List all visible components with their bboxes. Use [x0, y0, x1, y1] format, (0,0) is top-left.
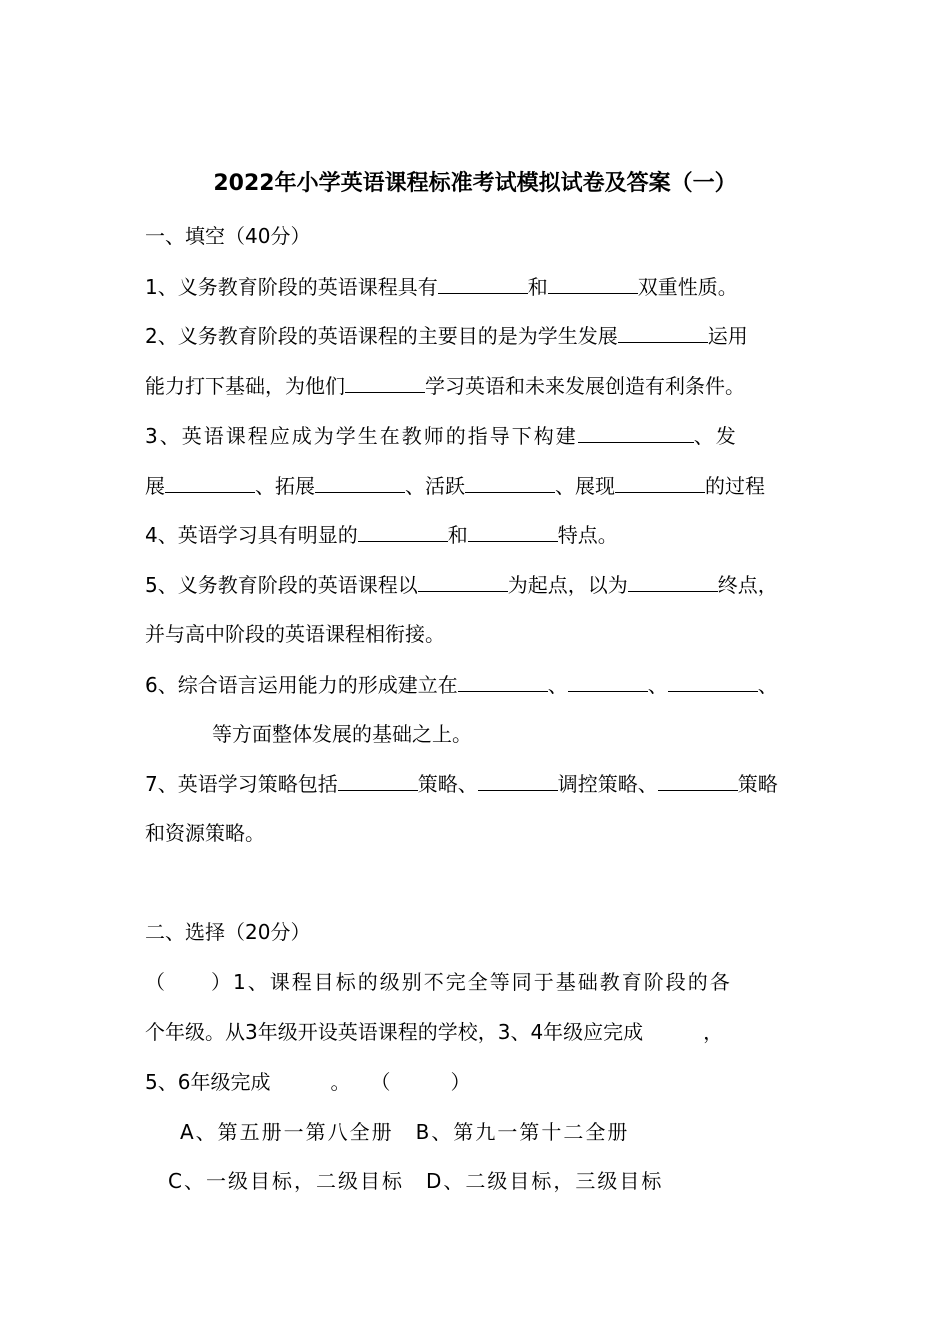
answer-blank[interactable]: [468, 519, 558, 542]
question-text: 、拓展: [255, 474, 315, 498]
question-text: 双重性质。: [637, 275, 738, 299]
section-1-heading: 一、填空（40分）: [145, 224, 311, 248]
question-text: 1、义务教育阶段的英语课程具有: [145, 275, 438, 299]
question-text: 和: [527, 275, 548, 299]
question-text: 、展现: [555, 474, 615, 498]
question-text: 5、义务教育阶段的英语课程以: [145, 573, 418, 597]
question-text: 6、综合语言运用能力的形成建立在: [145, 673, 458, 697]
question-text: 策略: [737, 772, 778, 796]
question-2-1-cont: 个年级。从3年级开设英语课程的学校，3、4年级应完成 ，: [145, 1020, 724, 1044]
answer-blank[interactable]: [345, 370, 425, 393]
answer-blank[interactable]: [615, 470, 705, 493]
question-text: 、发: [693, 424, 738, 448]
question-text: 、活跃: [405, 474, 465, 498]
question-1-7: [145, 768, 805, 798]
question-text: 4、英语学习具有明显的: [145, 523, 358, 547]
question-1-5-cont: 并与高中阶段的英语课程相衔接。: [145, 622, 445, 646]
answer-blank[interactable]: [578, 420, 694, 443]
question-text: 策略、: [417, 772, 478, 796]
answer-blank[interactable]: [668, 669, 758, 692]
question-text: 特点。: [557, 523, 618, 547]
question-text: 学习英语和未来发展创造有利条件。: [425, 374, 745, 398]
separator: 、: [757, 673, 778, 697]
answer-blank[interactable]: [478, 768, 558, 791]
question-text: 和: [447, 523, 468, 547]
question-text: 展: [145, 474, 165, 498]
question-text: 7、英语学习策略包括: [145, 772, 338, 796]
question-text: 能力打下基础，为他们: [145, 374, 345, 398]
answer-blank[interactable]: [358, 519, 448, 542]
question-text: 3、英语课程应成为学生在教师的指导下构建: [145, 424, 578, 448]
separator: 、: [647, 673, 668, 697]
question-2-1: （ ）1、课程目标的级别不完全等同于基础教育阶段的各: [145, 970, 732, 994]
answer-blank[interactable]: [438, 271, 528, 294]
question-1-2: [145, 320, 805, 350]
question-2-1-options-ab: A、第五册一第八全册 B、第九一第十二全册: [180, 1120, 630, 1144]
answer-blank[interactable]: [548, 271, 638, 294]
question-1-5: [145, 569, 805, 599]
answer-blank[interactable]: [458, 669, 548, 692]
section-2-heading: 二、选择（20分）: [145, 920, 311, 944]
answer-blank[interactable]: [465, 470, 555, 493]
answer-blank[interactable]: [165, 470, 255, 493]
answer-blank[interactable]: [568, 669, 648, 692]
question-text: 终点，: [717, 573, 778, 597]
answer-blank[interactable]: [658, 768, 738, 791]
question-1-1: [145, 271, 805, 301]
separator: 、: [547, 673, 568, 697]
answer-blank[interactable]: [418, 569, 508, 592]
answer-blank[interactable]: [618, 320, 708, 343]
page-title: 2022年小学英语课程标准考试模拟试卷及答案（一）: [213, 171, 737, 196]
answer-blank[interactable]: [338, 768, 418, 791]
question-text: 运用: [707, 324, 748, 348]
question-2-1-options-cd: C、一级目标，二级目标 D、二级目标，三级目标: [168, 1169, 664, 1193]
question-1-7-cont: 和资源策略。: [145, 821, 265, 845]
question-text: 2、义务教育阶段的英语课程的主要目的是为学生发展: [145, 324, 618, 348]
answer-blank[interactable]: [315, 470, 405, 493]
question-text: 的过程: [705, 474, 765, 498]
question-1-2-cont: [145, 370, 805, 400]
question-1-6-cont: 等方面整体发展的基础之上。: [212, 722, 472, 746]
question-1-3-cont: [145, 470, 805, 500]
question-text: 为起点，以为: [507, 573, 628, 597]
question-2-1-cont2: 5、6年级完成 。 （ ）: [145, 1070, 471, 1094]
answer-blank[interactable]: [628, 569, 718, 592]
question-1-6: [145, 669, 805, 699]
question-text: 调控策略、: [557, 772, 658, 796]
question-1-4: [145, 519, 805, 549]
question-1-3: [145, 420, 805, 450]
